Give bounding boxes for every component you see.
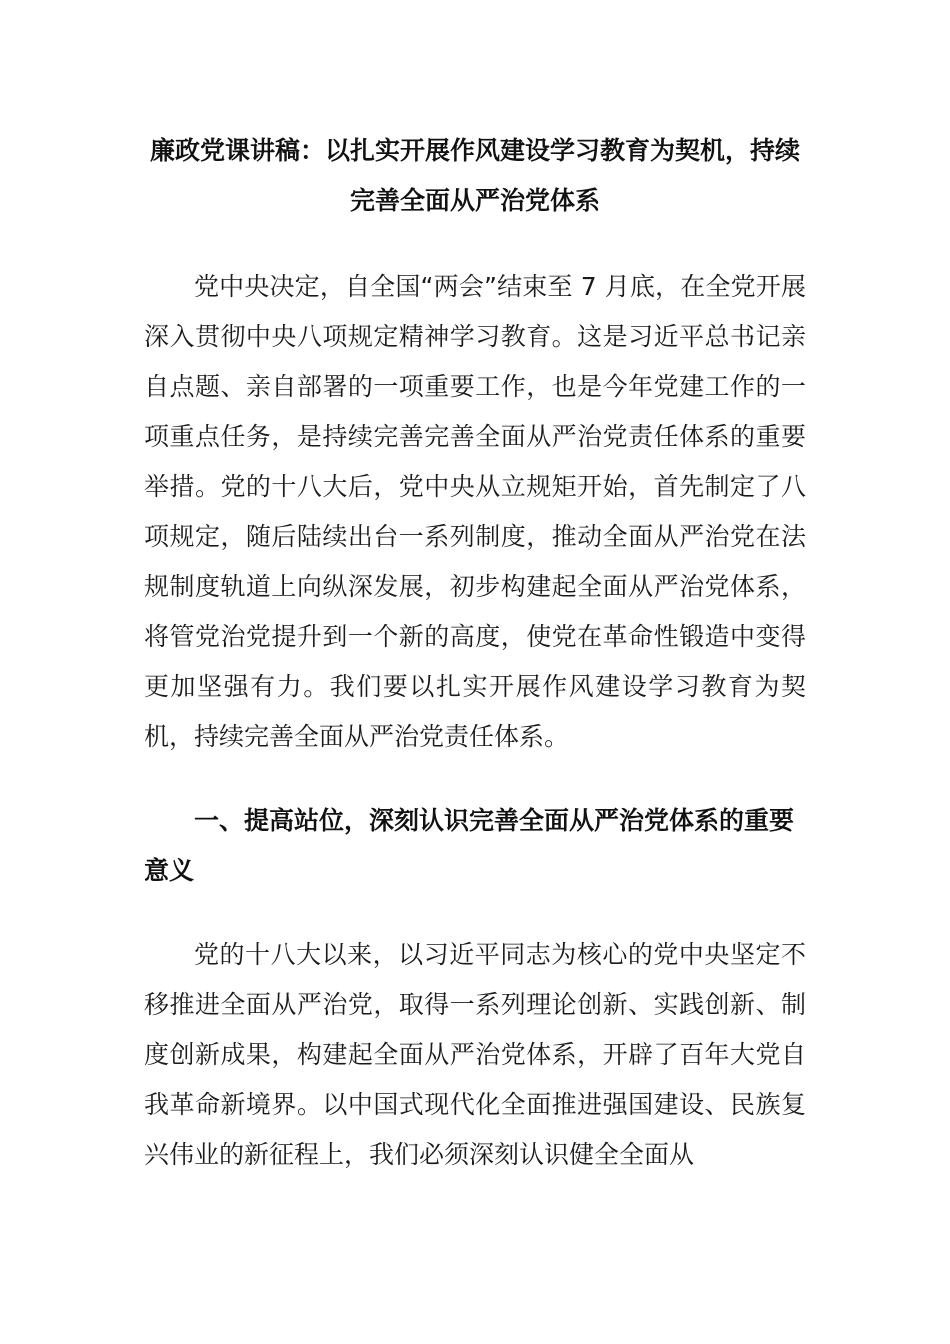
section-paragraph: 党的十八大以来，以习近平同志为核心的党中央坚定不移推进全面从严治党，取得一系列理论创新、实践创新、制度创新成果，构建起全面从严治党体系，开辟了百年大党自我革命新境界。以中国式现代化全面推进强国建设、民族复兴伟业的新征程上，我们必须深刻认识健全全面从 bbox=[144, 940, 806, 1169]
document-title: 廉政党课讲稿：以扎实开展作风建设学习教育为契机，持续完善全面从严治党体系 bbox=[149, 136, 800, 215]
section-heading: 一、提高站位，深刻认识完善全面从严治党体系的重要意义 bbox=[144, 806, 795, 885]
intro-paragraph: 党中央决定，自全国“两会”结束至 7 月底，在全党开展深入贯彻中央八项规定精神学习教育。这是习近平总书记亲自点题、亲自部署的一项重要工作，也是今年党建工作的一项重点任务，是持续完善完善全面从严治党责任体系的重要举措。党的十八大后，党中央从立规矩开始，首先制定了八项规定，随后陆续出台一系列制度，推动全面从严治党在法规制度轨道上向纵深发展，初步构建起全面从严治党体系，将管党治党提升到一个新的高度，使党在革命性锻造中变得更加坚强有力。我们要以扎实开展作风建设学习教育为契机，持续完善全面从严治党责任体系。 bbox=[144, 272, 806, 751]
